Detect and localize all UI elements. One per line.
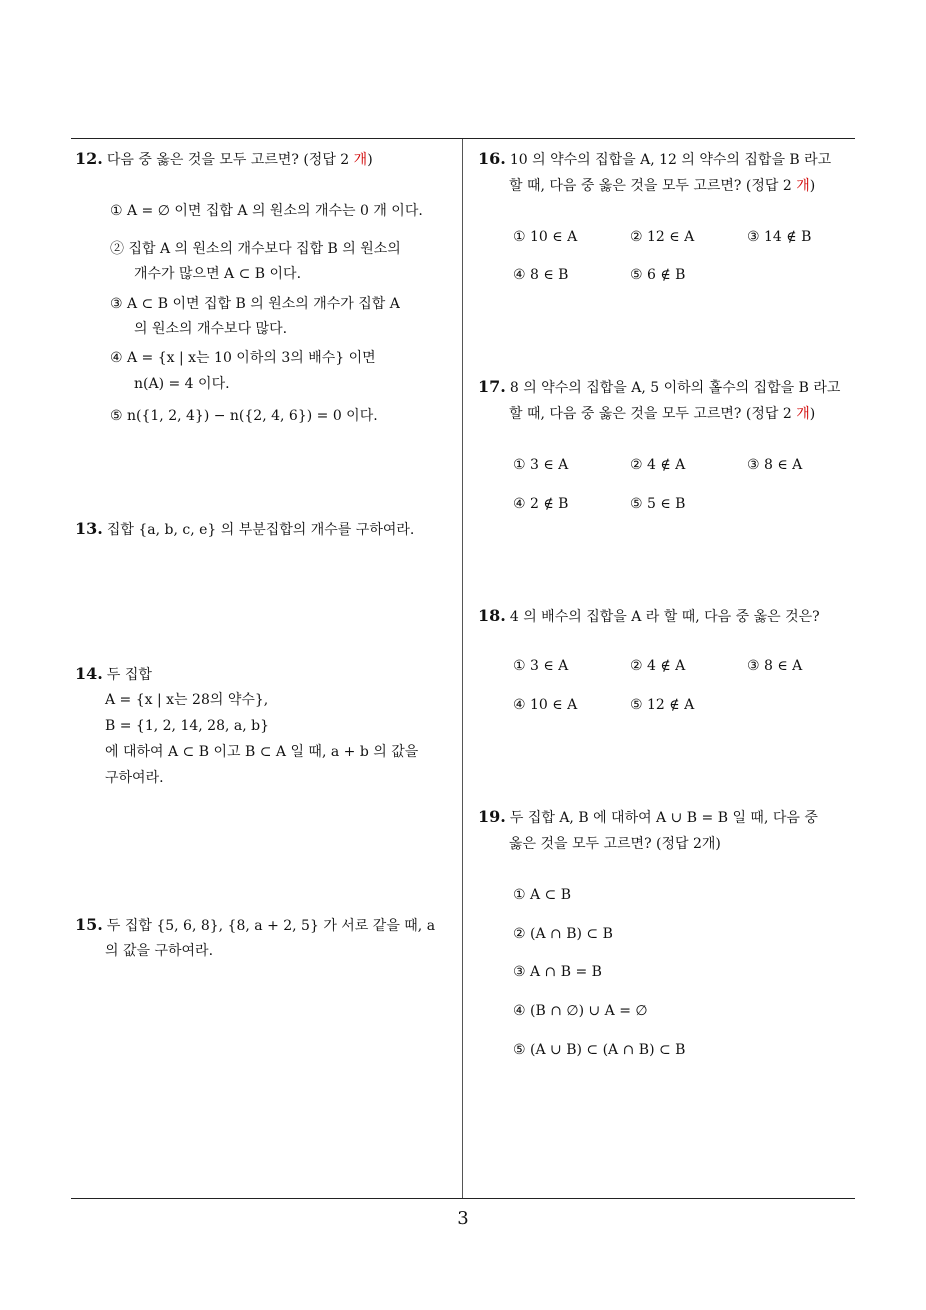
question-12-stem — [75, 149, 373, 170]
question-text: 두 집합 — [106, 667, 152, 683]
question-17-stem — [478, 377, 840, 398]
question-text-end: ) — [809, 178, 816, 194]
question-text-line: 에 대하여 A ⊂ B 이고 B ⊂ A 일 때, a + b 의 값을 — [105, 744, 419, 760]
question-17-stem-cont — [509, 404, 815, 424]
option-2-cont: 개수가 많으면 A ⊂ B 이다. — [134, 266, 302, 282]
question-19-stem — [478, 807, 818, 828]
set-a-definition: A = {x | x는 28의 약수}, — [105, 692, 269, 708]
question-number: 12. — [75, 149, 103, 168]
set-b-definition: B = {1, 2, 14, 28, a, b} — [105, 718, 269, 734]
bottom-rule — [71, 1198, 855, 1199]
option-5: ⑤ 6 ∉ B — [630, 267, 686, 283]
question-16-stem-cont — [509, 176, 815, 196]
option-2: ② 집합 A 의 원소의 개수보다 집합 B 의 원소의 — [110, 241, 401, 257]
option-1: ① A = ∅ 이면 집합 A 의 원소의 개수는 0 개 이다. — [110, 203, 423, 219]
option-3: ③ 14 ∉ B — [747, 229, 812, 245]
question-text-line: 의 값을 구하여라. — [105, 943, 214, 959]
option-4: ④ 8 ∈ B — [513, 267, 569, 283]
question-14-stem — [75, 664, 152, 685]
question-text-line: 구하여라. — [105, 770, 164, 786]
question-text: 10 의 약수의 집합을 A, 12 의 약수의 집합을 B 라고 — [509, 152, 832, 168]
question-text: 4 의 배수의 집합을 A 라 할 때, 다음 중 옳은 것은? — [509, 609, 820, 625]
option-4: ④ 2 ∉ B — [513, 496, 569, 512]
question-text: 8 의 약수의 집합을 A, 5 이하의 홀수의 집합을 B 라고 — [509, 380, 841, 396]
answer-count-highlight: 개 — [796, 178, 810, 194]
question-number: 13. — [75, 519, 103, 538]
question-number: 15. — [75, 915, 103, 934]
option-3: ③ A ∩ B = B — [513, 964, 602, 980]
question-number: 16. — [478, 149, 506, 168]
column-divider — [462, 139, 463, 1198]
question-text: 두 집합 {5, 6, 8}, {8, a + 2, 5} 가 서로 같을 때, a — [106, 918, 436, 934]
question-text: 할 때, 다음 중 옳은 것을 모두 고르면? (정답 2 — [509, 178, 797, 194]
option-1: ① 3 ∈ A — [513, 457, 569, 473]
question-18-stem — [478, 606, 820, 627]
question-text: 다음 중 옳은 것을 모두 고르면? (정답 2 — [106, 152, 354, 168]
question-text-end: ) — [367, 152, 373, 168]
option-4-cont: n(A) = 4 이다. — [134, 376, 230, 392]
question-13-stem — [75, 519, 414, 540]
top-rule — [71, 138, 855, 139]
option-3: ③ 8 ∈ A — [747, 658, 803, 674]
option-5: ⑤ (A ∪ B) ⊂ (A ∩ B) ⊂ B — [513, 1042, 686, 1058]
question-text: 할 때, 다음 중 옳은 것을 모두 고르면? (정답 2 — [509, 406, 797, 422]
option-3: ③ A ⊂ B 이면 집합 B 의 원소의 개수가 집합 A — [110, 296, 400, 312]
question-16-stem — [478, 149, 831, 170]
question-number: 17. — [478, 377, 506, 396]
page-number: 3 — [457, 1208, 469, 1229]
question-number: 18. — [478, 606, 506, 625]
option-2: ② (A ∩ B) ⊂ B — [513, 926, 613, 942]
question-number: 19. — [478, 807, 506, 826]
question-text: 두 집합 A, B 에 대하여 A ∪ B = B 일 때, 다음 중 — [509, 810, 818, 826]
option-5: ⑤ 5 ∈ B — [630, 496, 686, 512]
option-3: ③ 8 ∈ A — [747, 457, 803, 473]
option-1: ① A ⊂ B — [513, 887, 572, 903]
option-1: ① 3 ∈ A — [513, 658, 569, 674]
option-5: ⑤ 12 ∉ A — [630, 697, 695, 713]
option-1: ① 10 ∈ A — [513, 229, 578, 245]
option-4: ④ (B ∩ ∅) ∪ A = ∅ — [513, 1003, 648, 1019]
question-text-end: ) — [809, 406, 816, 422]
question-19-stem-cont: 옳은 것을 모두 고르면? (정답 2개) — [509, 836, 721, 852]
option-2: ② 4 ∉ A — [630, 658, 686, 674]
option-5: ⑤ n({1, 2, 4}) − n({2, 4, 6}) = 0 이다. — [110, 408, 378, 424]
option-2: ② 4 ∉ A — [630, 457, 686, 473]
question-15-stem — [75, 915, 435, 936]
answer-count-highlight: 개 — [796, 406, 810, 422]
question-number: 14. — [75, 664, 103, 683]
option-2: ② 12 ∈ A — [630, 229, 695, 245]
answer-count-highlight: 개 — [353, 152, 368, 168]
option-3-cont: 의 원소의 개수보다 많다. — [134, 321, 288, 337]
option-4: ④ A = {x | x는 10 이하의 3의 배수} 이면 — [110, 350, 376, 366]
question-text: 집합 {a, b, c, e} 의 부분집합의 개수를 구하여라. — [106, 522, 415, 538]
option-4: ④ 10 ∈ A — [513, 697, 578, 713]
